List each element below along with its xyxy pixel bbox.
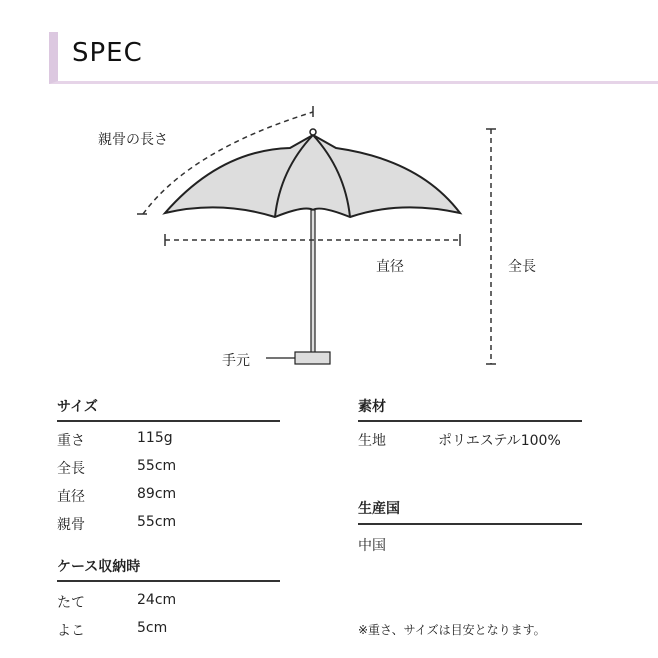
divider: [358, 420, 582, 422]
umbrella-shaft: [311, 210, 315, 353]
table-row: [358, 430, 561, 450]
row-value: ポリエステル100%: [438, 433, 561, 449]
table-row: [57, 486, 176, 514]
umbrella-handle: [295, 352, 330, 364]
handle-label: 手元: [222, 353, 250, 369]
row-key: 全長: [57, 461, 85, 477]
case-heading: ケース収納時: [57, 559, 141, 575]
umbrella-canopy: [165, 135, 460, 217]
row-key: 親骨: [57, 517, 85, 533]
row-value: 24cm: [137, 592, 177, 608]
size-table: [57, 430, 176, 542]
footnote: ※重さ、サイズは目安となります。: [358, 623, 546, 637]
table-row: [57, 592, 176, 620]
row-value: 55cm: [137, 514, 177, 530]
origin-value: 中国: [358, 538, 386, 554]
origin-heading: 生産国: [358, 501, 400, 517]
table-row: [57, 430, 176, 458]
total-length-label: 全長: [508, 259, 536, 275]
row-value: 55cm: [137, 458, 177, 474]
rib-length-label: 親骨の長さ: [98, 132, 168, 148]
divider: [57, 420, 280, 422]
table-row: [57, 620, 176, 648]
row-key: 直径: [57, 489, 85, 505]
table-row: [57, 514, 176, 542]
diameter-label: 直径: [376, 259, 404, 275]
row-value: 115g: [137, 430, 173, 446]
material-heading: 素材: [358, 399, 386, 415]
divider: [57, 580, 280, 582]
row-key: 重さ: [57, 433, 85, 449]
case-table: [57, 592, 176, 648]
page-title: SPEC: [72, 38, 143, 68]
size-heading: サイズ: [57, 399, 98, 415]
divider: [358, 523, 582, 525]
row-value: 5cm: [137, 620, 168, 636]
row-value: 89cm: [137, 486, 177, 502]
row-key: たて: [57, 595, 85, 611]
table-row: [57, 458, 176, 486]
row-key: 生地: [358, 433, 386, 449]
row-key: よこ: [57, 623, 85, 639]
